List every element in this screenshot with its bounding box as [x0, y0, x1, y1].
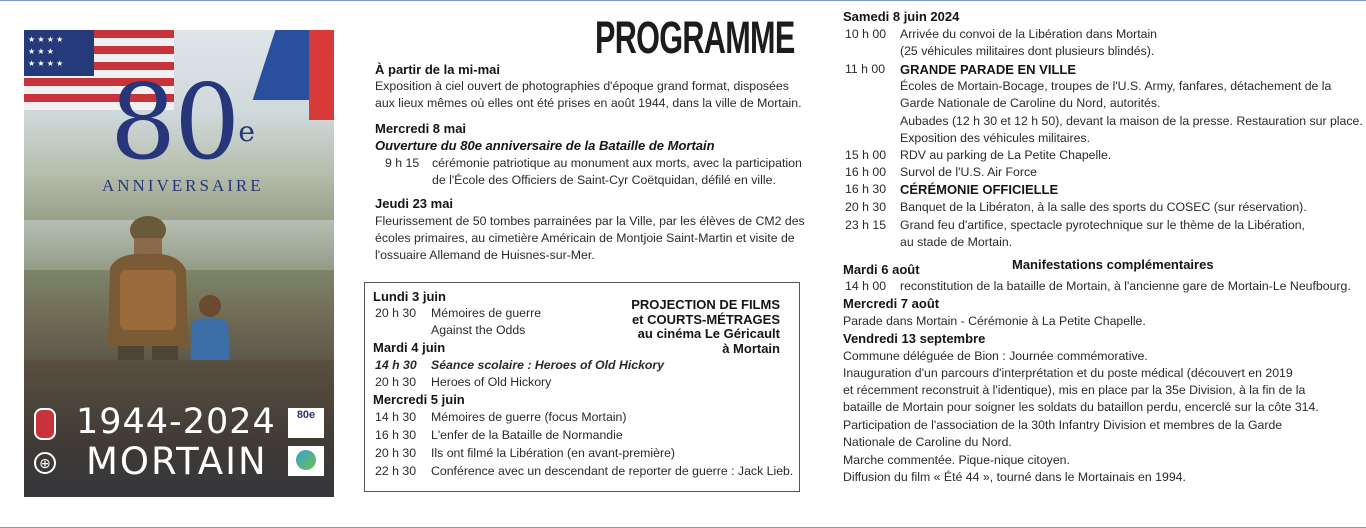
text-line: Écoles de Mortain-Bocage, troupes de l'U.S. Army, fanfares, détachement de la	[900, 79, 1332, 93]
section-heading: Lundi 3 juin	[373, 289, 446, 304]
text-line: cérémonie patriotique au monument aux morts, avec la participation	[432, 156, 802, 170]
text-line: Arrivée du convoi de la Libération dans Mortain	[900, 27, 1158, 41]
text-line: Nationale de Caroline du Nord.	[843, 435, 1012, 449]
text-line: Exposition des véhicules militaires.	[900, 131, 1091, 145]
text-line: Against the Odds	[431, 323, 526, 337]
section-heading: Manifestations complémentaires	[1012, 257, 1214, 272]
time-label: 14 h 00	[845, 279, 887, 293]
poster-years: 1944-2024	[76, 402, 276, 442]
text-line: Conférence avec un descendant de reporter de guerre : Jack Lieb.	[431, 464, 794, 478]
time-label: 9 h 15	[385, 156, 420, 170]
region-logo	[288, 446, 324, 476]
time-label: 20 h 30	[375, 306, 417, 320]
time-label: 14 h 30	[375, 358, 417, 372]
text-line: Diffusion du film « Été 44 », tourné dans le Mortainais en 1994.	[843, 470, 1186, 484]
mortain-crest-logo	[34, 408, 56, 440]
poster-town: MORTAIN	[86, 440, 268, 483]
text-line: Ils ont filmé la Libération (en avant-première)	[431, 446, 675, 460]
page-title: PROGRAMME	[595, 12, 795, 63]
text-line: Heroes of Old Hickory	[431, 375, 552, 389]
text-line: Banquet de la Libératon, à la salle des sports du COSEC (sur réservation).	[900, 200, 1307, 214]
time-label: 16 h 30	[375, 428, 417, 442]
poster-80: 80e	[110, 61, 253, 183]
section-heading: Jeudi 23 mai	[375, 196, 454, 211]
time-label: 14 h 30	[375, 410, 417, 424]
section-heading: Vendredi 13 septembre	[843, 331, 986, 346]
section-heading: Mercredi 7 août	[843, 296, 940, 311]
time-label: 20 h 30	[845, 200, 887, 214]
time-label: 16 h 30	[845, 182, 887, 196]
text-line: Mémoires de guerre	[431, 306, 542, 320]
time-label: 11 h 00	[845, 62, 886, 76]
time-label: 16 h 00	[845, 165, 887, 179]
text-line: L'enfer de la Bataille de Normandie	[431, 428, 623, 442]
section-heading: Samedi 8 juin 2024	[843, 9, 960, 24]
french-flag-red	[309, 30, 334, 120]
time-label: 20 h 30	[375, 375, 417, 389]
text-line: Marche commentée. Pique-nique citoyen.	[843, 453, 1070, 467]
text-line: Commune déléguée de Bion : Journée commémorative.	[843, 349, 1148, 363]
text-line: Survol de l'U.S. Air Force	[900, 165, 1037, 179]
time-label: 23 h 15	[845, 218, 887, 232]
us-flag-canton	[24, 30, 94, 76]
text-line: (25 véhicules militaires dont plusieurs blindés).	[900, 44, 1155, 58]
text-line: l'ossuaire Allemand de Huisnes-sur-Mer.	[375, 248, 595, 262]
cross-logo: ⊕	[34, 452, 56, 474]
text-line: Garde Nationale de Caroline du Nord, autorités.	[900, 96, 1161, 110]
text-line: au stade de Mortain.	[900, 235, 1013, 249]
section-subheading: Ouverture du 80e anniversaire de la Bataille de Mortain	[375, 138, 715, 153]
section-heading: À partir de la mi-mai	[375, 62, 500, 77]
text-line: Séance scolaire : Heroes of Old Hickory	[431, 358, 665, 372]
time-label: 10 h 00	[845, 27, 887, 41]
time-label: 15 h 00	[845, 148, 887, 162]
text-line: Exposition à ciel ouvert de photographies d'époque grand format, disposées	[375, 79, 789, 93]
text-line: Fleurissement de 50 tombes parrainées par la Ville, par les élèves de CM2 des	[375, 214, 805, 228]
text-line: Inauguration d'un parcours d'interprétation et du poste médical (découvert en 2019	[843, 366, 1293, 380]
text-line: de l'École des Officiers de Saint-Cyr Coëtquidan, défilé en ville.	[432, 173, 776, 187]
films-box-title: PROJECTION DE FILMS et COURTS-MÉTRAGES au cinéma Le Géricault à Mortain	[631, 297, 780, 356]
text-line: aux lieux mêmes où elles ont été prises en août 1944, dans la ville de Mortain.	[375, 96, 802, 110]
text-line: Aubades (12 h 30 et 12 h 50), devant la maison de la presse. Restauration sur place.	[900, 114, 1363, 128]
poster-image	[24, 30, 334, 497]
text-line: bataille de Mortain pour soigner les soldats du bataillon perdu, encerclé sur la côte 314.	[843, 400, 1319, 414]
event-heading: CÉRÉMONIE OFFICIELLE	[900, 182, 1059, 197]
text-line: écoles primaires, au cimetière Américain de Montjoie Saint-Martin et visite de	[375, 231, 795, 245]
section-heading: Mardi 6 août	[843, 262, 920, 277]
event-heading: GRANDE PARADE EN VILLE	[900, 62, 1076, 77]
text-line: Parade dans Mortain - Cérémonie à La Petite Chapelle.	[843, 314, 1146, 328]
text-line: et récemment reconstruit à l'identique), mis en place par la 35e Division, à la fin de la	[843, 383, 1306, 397]
section-heading: Mercredi 8 mai	[375, 121, 467, 136]
text-line: RDV au parking de La Petite Chapelle.	[900, 148, 1112, 162]
section-heading: Mardi 4 juin	[373, 340, 446, 355]
80e-logo: 80e	[288, 408, 324, 438]
text-line: Participation de l'association de la 30th Infantry Division et membres de la Garde	[843, 418, 1283, 432]
time-label: 22 h 30	[375, 464, 417, 478]
time-label: 20 h 30	[375, 446, 417, 460]
poster-anniversaire: ANNIVERSAIRE	[102, 176, 264, 195]
text-line: reconstitution de la bataille de Mortain, à l'ancienne gare de Mortain-Le Neufbourg.	[900, 279, 1351, 293]
section-heading: Mercredi 5 juin	[373, 392, 465, 407]
text-line: Mémoires de guerre (focus Mortain)	[431, 410, 627, 424]
text-line: Grand feu d'artifice, spectacle pyrotechnique sur le thème de la Libération,	[900, 218, 1305, 232]
